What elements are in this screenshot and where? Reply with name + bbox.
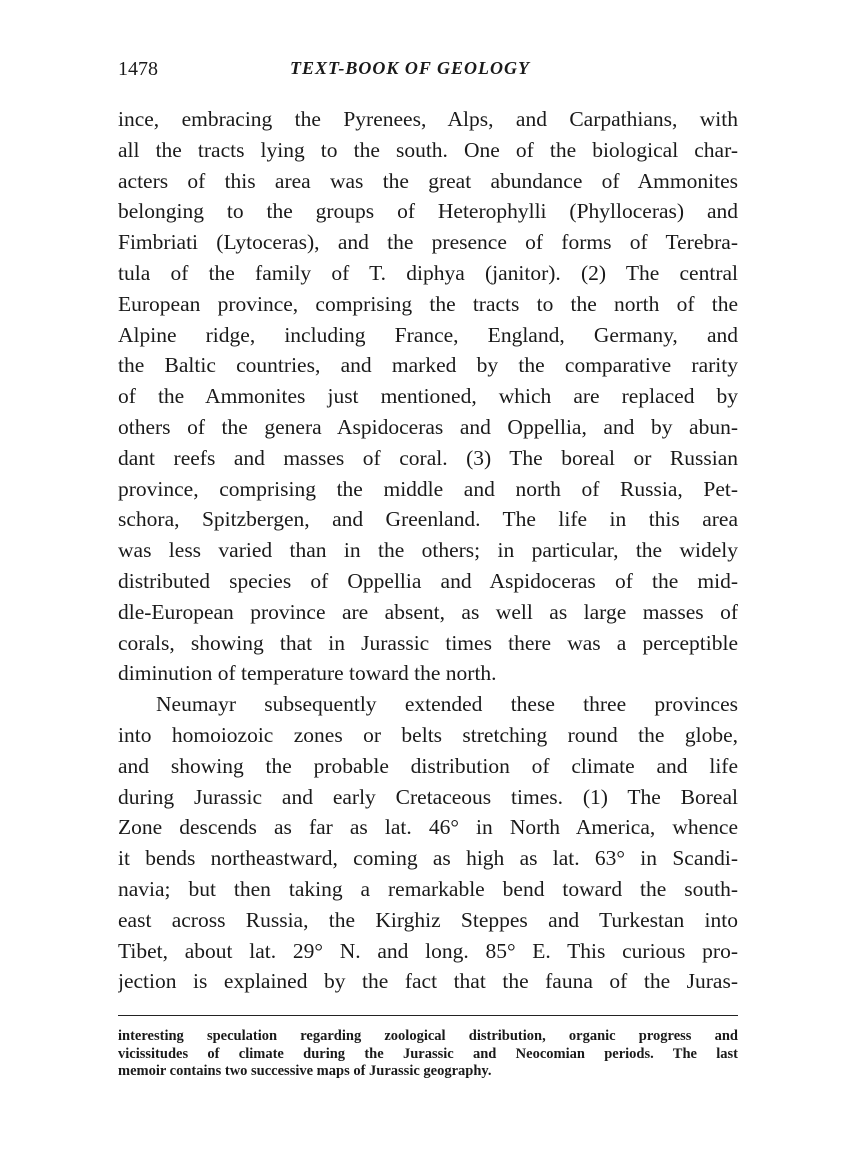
text-line: dle-European province are absent, as well as large masses of bbox=[118, 599, 738, 624]
text-line: acters of this area was the great abundance of Ammonites bbox=[118, 168, 738, 193]
text-line: ince, embracing the Pyrenees, Alps, and Carpathians, with bbox=[118, 107, 738, 131]
paragraph-2 bbox=[118, 689, 738, 997]
book-page bbox=[118, 58, 738, 1081]
text-line: and showing the probable distribution of climate and life bbox=[118, 753, 738, 778]
footnote-line: memoir contains two successive maps of Jurassic geography. bbox=[118, 1063, 492, 1080]
footnote bbox=[118, 1028, 738, 1081]
text-line: dant reefs and masses of coral. (3) The boreal or Russian bbox=[118, 445, 738, 470]
text-line: Tibet, about lat. 29° N. and long. 85° E. This curious pro- bbox=[118, 938, 738, 963]
footnote-line: interesting speculation regarding zoological distribution, organic progress and bbox=[118, 1028, 738, 1045]
text-line: east across Russia, the Kirghiz Steppes and Turkestan into bbox=[118, 907, 738, 932]
text-line: European province, comprising the tracts to the north of the bbox=[118, 291, 738, 316]
text-line: province, comprising the middle and north of Russia, Pet- bbox=[118, 476, 738, 501]
running-title: TEXT-BOOK OF GEOLOGY bbox=[290, 58, 531, 78]
text-line: Alpine ridge, including France, England, Germany, and bbox=[118, 322, 738, 347]
text-line: diminution of temperature toward the north. bbox=[118, 661, 497, 686]
text-line: the Baltic countries, and marked by the comparative rarity bbox=[118, 353, 738, 378]
text-line: all the tracts lying to the south. One of the biological char- bbox=[118, 137, 738, 162]
body-text bbox=[118, 104, 738, 997]
text-line: was less varied than in the others; in particular, the widely bbox=[118, 538, 738, 563]
footnote-line: vicissitudes of climate during the Jurassic and Neocomian periods. The last bbox=[118, 1045, 738, 1062]
text-line: Fimbriati (Lytoceras), and the presence of forms of Terebra- bbox=[118, 230, 738, 255]
text-line: into homoiozoic zones or belts stretching round the globe, bbox=[118, 722, 738, 747]
text-line: others of the genera Aspidoceras and Oppellia, and by abun- bbox=[118, 414, 738, 439]
page-number: 1478 bbox=[118, 58, 158, 80]
text-line: corals, showing that in Jurassic times there was a perceptible bbox=[118, 630, 738, 655]
paragraph-1 bbox=[118, 104, 738, 689]
footnote-rule bbox=[118, 1015, 738, 1016]
running-head bbox=[118, 58, 738, 88]
text-line: tula of the family of T. diphya (janitor). (2) The central bbox=[118, 260, 738, 285]
text-line: navia; but then taking a remarkable bend toward the south- bbox=[118, 876, 738, 901]
text-line: belonging to the groups of Heterophylli (Phylloceras) and bbox=[118, 199, 738, 224]
text-line: of the Ammonites just mentioned, which are replaced by bbox=[118, 384, 738, 409]
text-line: distributed species of Oppellia and Aspidoceras of the mid- bbox=[118, 568, 738, 593]
text-line: Neumayr subsequently extended these three provinces bbox=[156, 692, 738, 717]
text-line: it bends northeastward, coming as high as lat. 63° in Scandi- bbox=[118, 846, 738, 871]
text-line: during Jurassic and early Cretaceous times. (1) The Boreal bbox=[118, 784, 738, 809]
text-line: Zone descends as far as lat. 46° in North America, whence bbox=[118, 815, 738, 840]
text-line: schora, Spitzbergen, and Greenland. The life in this area bbox=[118, 507, 738, 532]
text-line: jection is explained by the fact that the fauna of the Juras- bbox=[118, 969, 738, 994]
